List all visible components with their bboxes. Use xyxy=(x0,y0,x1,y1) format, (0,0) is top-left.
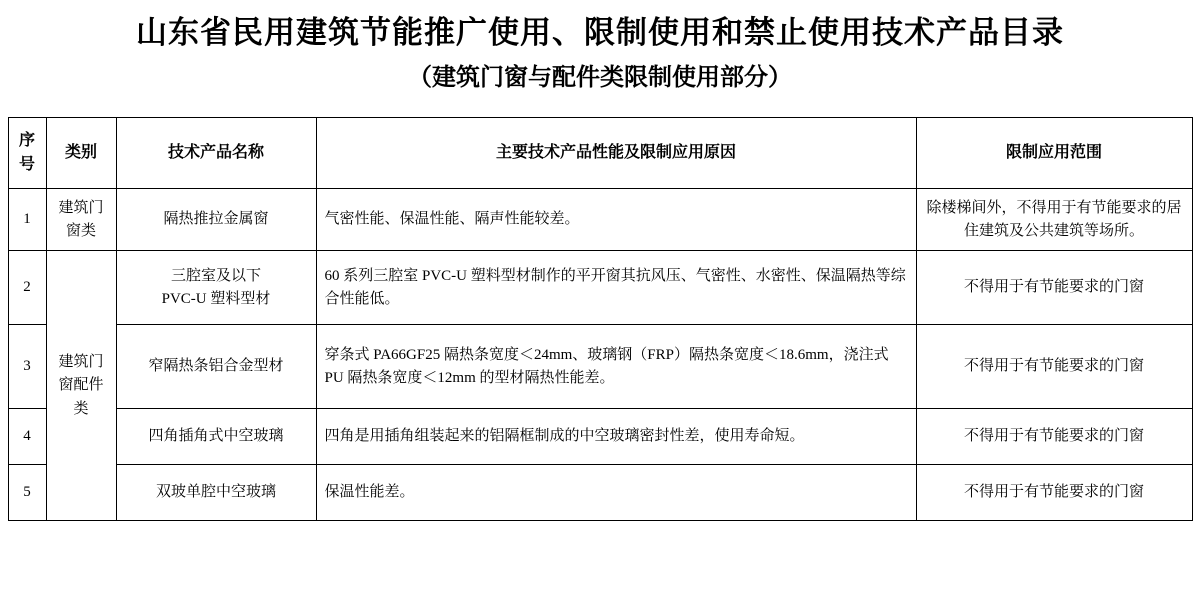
page-title: 山东省民用建筑节能推广使用、限制使用和禁止使用技术产品目录 xyxy=(136,15,1064,50)
column-header-category: 类别 xyxy=(46,118,116,189)
table-row xyxy=(8,409,1192,465)
table-row xyxy=(8,251,1192,325)
cell-sequence: 5 xyxy=(8,465,46,521)
cell-category-group-1 xyxy=(46,189,116,251)
cell-sequence: 2 xyxy=(8,251,46,325)
cell-product-name: 双玻单腔中空玻璃 xyxy=(116,465,316,521)
table-row xyxy=(8,465,1192,521)
column-header-product-name: 技术产品名称 xyxy=(116,118,316,189)
table-header xyxy=(8,118,1192,189)
cell-category-line1: 建筑门 xyxy=(58,354,104,371)
cell-description: 穿条式 PA66GF25 隔热条宽度＜24mm、玻璃钢（FRP）隔热条宽度＜18.6mm，浇注式 PU 隔热条宽度＜12mm 的型材隔热性能差。 xyxy=(316,325,916,409)
cell-product-name-line2: PVC-U 塑料型材 xyxy=(161,290,271,307)
cell-scope: 除楼梯间外，不得用于有节能要求的居住建筑及公共建筑等场所。 xyxy=(916,189,1192,251)
catalog-table xyxy=(8,117,1193,521)
cell-scope: 不得用于有节能要求的门窗 xyxy=(916,465,1192,521)
column-header-sequence-line2: 号 xyxy=(18,156,35,174)
table-header-row xyxy=(8,118,1192,189)
cell-product-name xyxy=(116,251,316,325)
cell-scope: 不得用于有节能要求的门窗 xyxy=(916,251,1192,325)
cell-category-line3: 类 xyxy=(73,400,89,417)
cell-product-name: 窄隔热条铝合金型材 xyxy=(116,325,316,409)
cell-description: 60 系列三腔室 PVC-U 塑料型材制作的平开窗其抗风压、气密性、水密性、保温隔热等综合性能低。 xyxy=(316,251,916,325)
cell-scope: 不得用于有节能要求的门窗 xyxy=(916,325,1192,409)
cell-product-name: 四角插角式中空玻璃 xyxy=(116,409,316,465)
cell-sequence: 1 xyxy=(8,189,46,251)
cell-description: 保温性能差。 xyxy=(316,465,916,521)
cell-category-line1: 建筑门 xyxy=(58,199,104,216)
column-header-sequence-line1: 序 xyxy=(18,131,35,149)
cell-sequence: 4 xyxy=(8,409,46,465)
column-header-description: 主要技术产品性能及限制应用原因 xyxy=(316,118,916,189)
cell-description: 气密性能、保温性能、隔声性能较差。 xyxy=(316,189,916,251)
cell-category-line2: 窗类 xyxy=(65,222,96,239)
cell-category-line2: 窗配件 xyxy=(58,377,104,394)
column-header-scope: 限制应用范围 xyxy=(916,118,1192,189)
document-page xyxy=(0,12,1200,595)
cell-category-group-2 xyxy=(46,251,116,521)
cell-sequence: 3 xyxy=(8,325,46,409)
cell-product-name-line1: 三腔室及以下 xyxy=(170,267,261,284)
cell-scope: 不得用于有节能要求的门窗 xyxy=(916,409,1192,465)
column-header-sequence xyxy=(8,118,46,189)
table-row xyxy=(8,325,1192,409)
cell-product-name: 隔热推拉金属窗 xyxy=(116,189,316,251)
page-subtitle: （建筑门窗与配件类限制使用部分） xyxy=(408,64,792,91)
table-row xyxy=(8,189,1192,251)
cell-description: 四角是用插角组装起来的铝隔框制成的中空玻璃密封性差，使用寿命短。 xyxy=(316,409,916,465)
table-body xyxy=(8,189,1192,521)
